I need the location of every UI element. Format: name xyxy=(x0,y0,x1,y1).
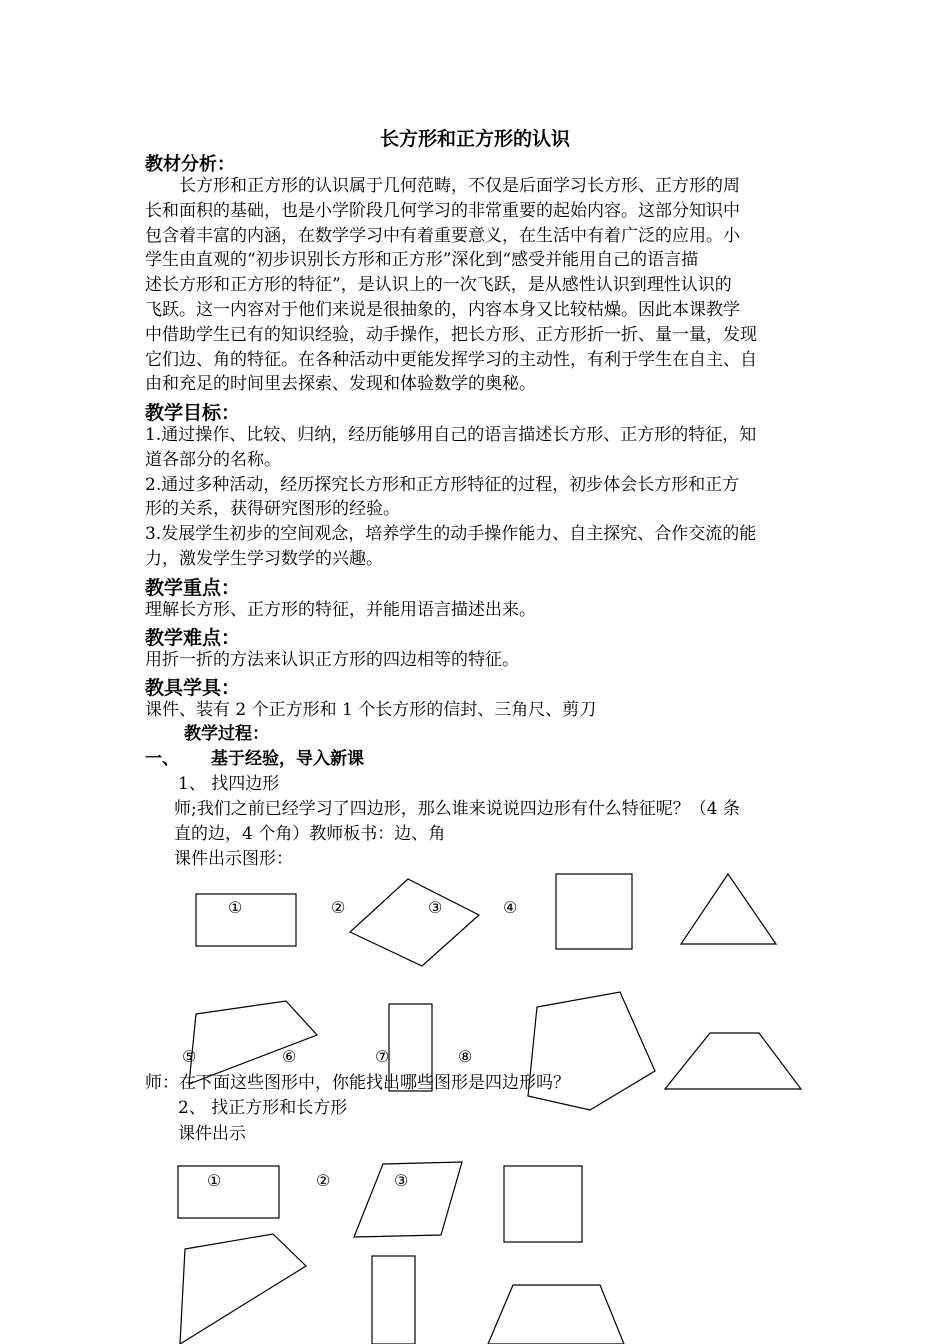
figure2-5-rectangle xyxy=(372,1256,415,1344)
key-heading: 教学重点： xyxy=(145,577,241,599)
figure2-6-trapezoid xyxy=(488,1285,624,1344)
difficulty-text: 用折一折的方法来认识正方形的四边相等的特征。 xyxy=(145,650,519,670)
document-title: 长方形和正方形的认识 xyxy=(379,128,570,150)
figure8-trapezoid xyxy=(665,1033,801,1089)
section1-title: 基于经验，导入新课 xyxy=(211,749,364,769)
analysis-line: 学生由直观的“初步识别长方形和正方形”深化到“感受并能用自己的语言描 xyxy=(145,250,699,271)
figure4-triangle xyxy=(681,874,776,944)
analysis-line: 飞跃。这一内容对于他们来说是很抽象的，内容本身又比较枯燥。因此本课教学 xyxy=(145,299,740,320)
figure-label: ⑤ xyxy=(182,1047,197,1066)
step2-title: 2、 找正方形和长方形 xyxy=(178,1098,348,1118)
process-heading: 教学过程： xyxy=(184,724,269,744)
figure-label: ⑧ xyxy=(458,1047,473,1066)
figure-label: ③ xyxy=(394,1171,409,1190)
goal-line: 3.发展学生初步的空间观念，培养学生的动手操作能力、自主探究、合作交流的能 xyxy=(145,524,757,545)
goal-line: 道各部分的名称。 xyxy=(145,449,281,470)
section1-number: 一、 xyxy=(145,749,179,769)
figure3-square xyxy=(556,874,632,949)
goal-line: 力，激发学生学习数学的兴趣。 xyxy=(145,548,383,569)
key-text: 理解长方形、正方形的特征，并能用语言描述出来。 xyxy=(145,600,536,620)
figure1-rectangle xyxy=(196,894,296,946)
figure-label: ① xyxy=(207,1171,222,1190)
goal-line: 2.通过多种活动，经历探究长方形和正方形特征的过程，初步体会长方形和正方 xyxy=(145,474,740,495)
analysis-line: 述长方形和正方形的特征”，是认识上的一次飞跃，是从感性认识到理性认识的 xyxy=(145,275,732,296)
analysis-line: 长和面积的基础，也是小学阶段几何学习的非常重要的起始内容。这部分知识中 xyxy=(145,200,740,221)
analysis-line: 中借助学生已有的知识经验，动手操作，把长方形、正方形折一折、量一量，发现 xyxy=(145,324,757,345)
goal-line: 形的关系，获得研究图形的经验。 xyxy=(145,499,400,520)
teacher-question-2: 师：在下面这些图形中，你能找出哪些图形是四边形吗？ xyxy=(145,1073,570,1093)
figure-label: ③ xyxy=(428,898,443,917)
analysis-line: 包含着丰富的内涵，在数学学习中有着重要意义，在生活中有着广泛的应用。小 xyxy=(145,225,740,246)
tools-text: 课件、装有 2 个正方形和 1 个长方形的信封、三角尺、剪刀 xyxy=(145,700,597,720)
figure-label: ⑦ xyxy=(375,1047,390,1066)
difficulty-heading: 教学难点： xyxy=(145,627,241,649)
figure-label: ① xyxy=(228,898,243,917)
figure-label: ⑥ xyxy=(282,1047,297,1066)
figure-label: ④ xyxy=(503,898,518,917)
analysis-line: 长方形和正方形的认识属于几何范畴，不仅是后面学习长方形、正方形的周 xyxy=(145,176,740,196)
analysis-heading: 教材分析： xyxy=(145,154,235,175)
figure2-parallelogram xyxy=(350,879,479,966)
tools-heading: 教具学具： xyxy=(145,677,241,699)
teacher-question-1: 师;我们之前已经学习了四边形，那么谁来说说四边形有什么特征呢？（4 条 xyxy=(174,799,740,819)
analysis-line: 由和充足的时间里去探索、发现和体验数学的奥秘。 xyxy=(145,374,536,395)
figure-label: ② xyxy=(316,1171,331,1190)
analysis-line: 它们边、角的特征。在各种活动中更能发挥学习的主动性，有利于学生在自主、自 xyxy=(145,349,757,370)
show-figures-2: 课件出示 xyxy=(178,1124,246,1144)
teacher-answer-1: 直的边，4 个角）教师板书：边、角 xyxy=(174,824,446,844)
figure-label: ② xyxy=(331,898,346,917)
show-figures-1: 课件出示图形： xyxy=(174,849,293,869)
goals-heading: 教学目标： xyxy=(145,402,241,424)
figure2-4-quadrilateral xyxy=(180,1234,306,1344)
figure2-3-square xyxy=(504,1166,582,1242)
goal-line: 1.通过操作、比较、归纳，经历能够用自己的语言描述长方形、正方形的特征，知 xyxy=(145,425,757,445)
step1-title: 1、 找四边形 xyxy=(178,774,280,794)
figure2-1-rectangle xyxy=(178,1166,279,1218)
